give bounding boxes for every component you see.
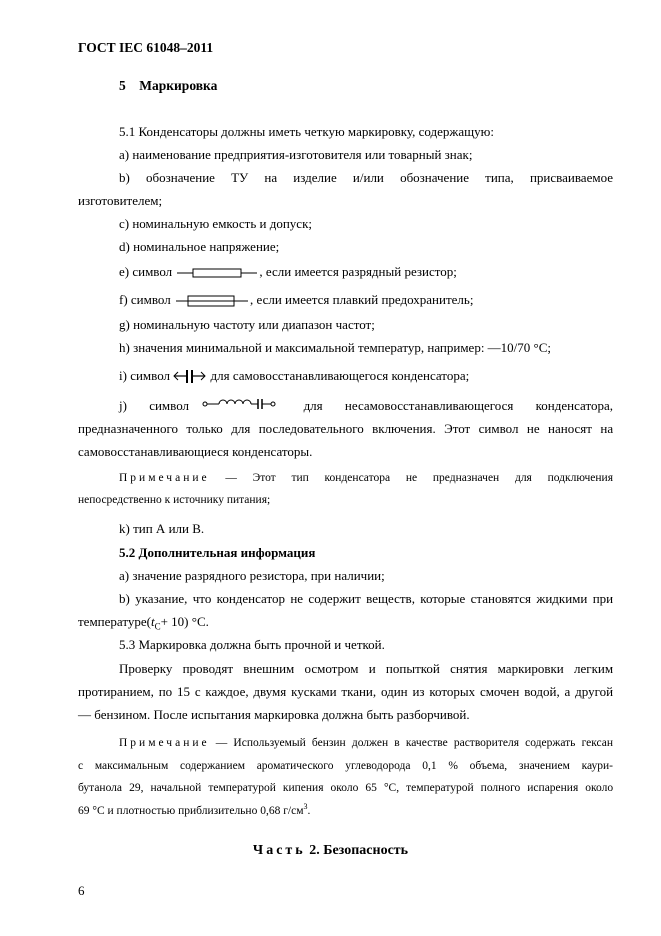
fuse-symbol-icon [174, 294, 250, 308]
paragraph-5-3: 5.3 Маркировка должна быть прочной и четкой. [119, 637, 385, 652]
item-k: k) тип А или В. [119, 521, 205, 536]
item-b-line1: b) обозначение ТУ на изделие и/или обозначение типа, присваиваемое [119, 170, 613, 185]
item-i: i) символ для самовосстанавливающегося конденсатора; [119, 368, 469, 386]
item-d: d) номинальное напряжение; [119, 239, 280, 254]
item-b-line2: изготовителем; [78, 193, 163, 208]
check-line2: протиранием, по 15 с каждое, двумя кусками ткани, один из которых смочен водой, а другой [78, 684, 614, 699]
non-self-healing-capacitor-icon [202, 397, 276, 411]
note-label: Примечание [119, 472, 210, 484]
section-number: 5 [119, 78, 126, 93]
note1-line2: непосредственно к источнику питания; [78, 494, 271, 506]
sub52-item-a: a) значение разрядного резистора, при наличии; [119, 568, 385, 583]
sub52-item-b-line2: $температуре(t_C+ 10)$ °C. [78, 614, 209, 632]
paragraph-5-1: 5.1 Конденсаторы должны иметь четкую маркировку, содержащую: [119, 124, 494, 139]
note2-line2: с максимальным содержанием ароматического углеводорода 0,1 % объема, значением каури- [78, 760, 613, 772]
page-number: 6 [78, 883, 85, 898]
subsection-5-2-title: 5.2 Дополнительная информация [119, 545, 316, 560]
note2-line4: 69 °C и плотностью приблизительно 0,68 $г/см^3$. [78, 802, 311, 817]
sub52-item-b-line1: b) указание, что конденсатор не содержит веществ, которые становятся жидкими при [119, 591, 614, 606]
item-e: e) символ , если имеется разрядный резистор; [119, 264, 457, 279]
item-a: a) наименование предприятия-изготовителя или товарный знак; [119, 147, 473, 162]
item-j-line1: j) символ для несамовосстанавливающегося конденсатора, [119, 398, 613, 413]
note2-line3: бутанола 29, начальной температурой кипения около 65 °C, температурой полного испарения около [78, 782, 614, 794]
item-g: g) номинальную частоту или диапазон частот; [119, 317, 375, 332]
item-h: h) значения минимальной и максимальной температур, например: —10/70 °C; [119, 340, 552, 355]
note-label: Примечание [119, 737, 210, 749]
item-j-line2: предназначенного только для последовательного включения. Этот символ не наносят на [78, 421, 614, 436]
section-heading [119, 78, 217, 94]
part-heading: Часть 2. Безопасность [252, 843, 409, 858]
note2-line1: Примечание — Используемый бензин должен в качестве растворителя содержать гексан [119, 737, 614, 749]
resistor-symbol-icon [175, 267, 259, 279]
item-j-line3: самовосстанавливающиеся конденсаторы. [78, 444, 313, 459]
note1-line1: Примечание — Этот тип конденсатора не предназначен для подключения [119, 472, 613, 484]
section-title: Маркировка [139, 78, 218, 93]
self-healing-capacitor-icon [173, 368, 207, 386]
check-line1: Проверку проводят внешним осмотром и попыткой снятия маркировки легким [119, 661, 614, 676]
item-c: c) номинальную емкость и допуск; [119, 216, 313, 231]
item-f: f) символ , если имеется плавкий предохранитель; [119, 292, 474, 307]
doc-header: ГОСТ IEC 61048–2011 [78, 40, 214, 55]
check-line3: — бензином. После испытания маркировка должна быть разборчивой. [78, 707, 470, 722]
